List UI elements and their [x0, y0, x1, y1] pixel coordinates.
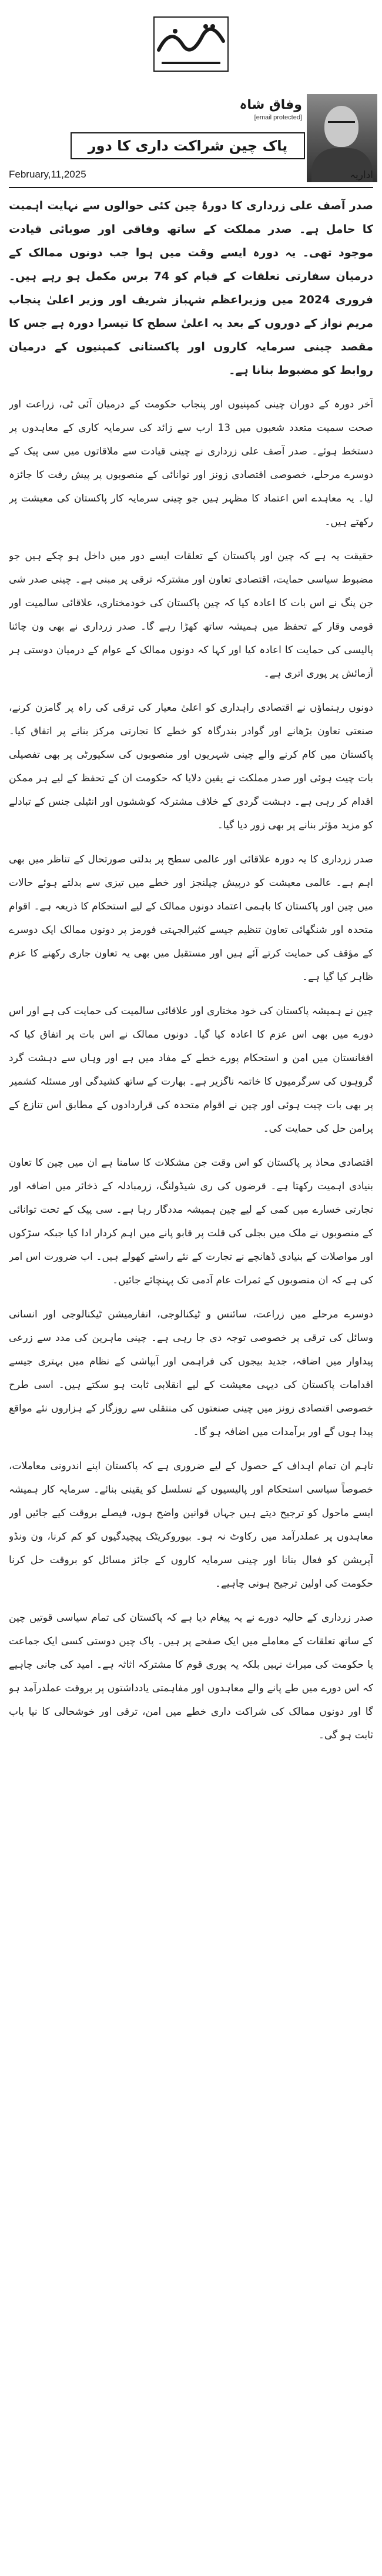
- section-label: اداریہ: [350, 169, 373, 181]
- author-name: وفاق شاہ: [239, 98, 302, 112]
- meta-row: [9, 166, 373, 183]
- publish-date: February,11,2025: [9, 169, 86, 180]
- article-paragraph: صدر آصف علی زرداری کا دورۂ چین کئی حوالوں سے نہایت اہمیت کا حامل ہے۔ صدر مملکت کے ساتھ وفاقی اور صوبائی قیادت موجود تھی۔ یہ دورہ ایسے وقت میں ہوا جب دونوں ممالک کے درمیان سفارتی تعلقات کے قیام کو 74 برس مکمل ہو رہے ہیں۔ فروری 2024 میں وزیراعظم شہباز شریف اور وزیر اعلیٰ پنجاب مریم نواز کے دوروں کے بعد یہ اعلیٰ سطح کا تیسرا دورہ ہے جس کا مقصد چینی سرمایہ کاروں اور پاکستانی کمپنیوں کے درمیان روابط کو مضبوط بنانا ہے۔: [9, 199, 373, 377]
- article-paragraph: آخر دورہ کے دوران چینی کمپنیوں اور پنجاب حکومت کے درمیان آئی ٹی، زراعت اور صحت سمیت متعدد شعبوں میں 13 ارب سے زائد کی سرمایہ کاری کے معاہدوں پر دستخط ہوئے۔ صدر آصف علی زرداری نے چینی قیادت سے ملاقاتوں میں سی پیک کے دوسرے مرحلے، خصوصی اقتصادی زونز اور توانائی کے منصوبوں پر پیش رفت کا جائزہ لیا۔ یہ معاہدے اس اعتماد کا مظہر ہیں جو چینی سرمایہ کار پاکستان کی معیشت پر رکھتے ہیں۔: [9, 399, 373, 528]
- header-divider: [9, 187, 373, 188]
- author-info: [240, 94, 302, 121]
- headline-box: [71, 132, 305, 159]
- author-email[interactable]: [email protected]: [254, 114, 302, 122]
- article-paragraph: چین نے ہمیشہ پاکستان کی خود مختاری اور علاقائی سالمیت کی حمایت کی ہے اور اس دورے میں بھی اس عزم کا اعادہ کیا گیا۔ دونوں ممالک نے اس بات پر اتفاق کیا کہ افغانستان میں امن و استحکام پورے خطے کے مفاد میں ہے اور وہاں سے دہشت گرد گروہوں کی سرگرمیوں کا خاتمہ ناگزیر ہے۔ بھارت کے ساتھ کشیدگی اور مسئلہ کشمیر پر بھی بات چیت ہوئی اور چین نے اقوام متحدہ کی قراردادوں کے مطابق اس تنازع کے پرامن حل کی حمایت کی۔: [9, 1005, 373, 1135]
- article-paragraph: صدر زرداری کا یہ دورہ علاقائی اور عالمی سطح پر بدلتی صورتحال کے تناظر میں بھی اہم ہے۔ عالمی معیشت کو درپیش چیلنجز اور خطے میں تیزی سے بدلتے ہوئے حالات میں چین اور پاکستان کا باہمی اعتماد دونوں ممالک کے لیے استحکام کا ذریعہ ہے۔ اقوام متحدہ اور شنگھائی تعاون تنظیم جیسے کثیرالجہتی فورمز پر دونوں ممالک ایک دوسرے کے مؤقف کی حمایت کرتے آئے ہیں اور مستقبل میں بھی یہ تعاون جاری رکھنے کا عزم ظاہر کیا گیا ہے۔: [9, 854, 373, 983]
- article-body: [9, 194, 373, 2563]
- article-paragraph: حقیقت یہ ہے کہ چین اور پاکستان کے تعلقات ایسے دور میں داخل ہو چکے ہیں جو مضبوط سیاسی حمایت، اقتصادی تعاون اور مشترکہ ترقی پر مبنی ہے۔ چینی صدر شی جن پنگ نے اس بات کا اعادہ کیا کہ چین پاکستان کی خودمختاری، علاقائی سالمیت اور قومی وقار کے تحفظ میں ہمیشہ ساتھ کھڑا رہے گا۔ صدر زرداری نے بھی ون چائنا پالیسی کی حمایت کا اعادہ کیا اور کہا کہ دونوں ممالک کے عوام کے درمیان دوستی ہر آزمائش پر پوری اتری ہے۔: [9, 550, 373, 680]
- newspaper-logo: [147, 9, 235, 79]
- masthead: [0, 0, 382, 88]
- article-paragraph: تاہم ان تمام اہداف کے حصول کے لیے ضروری ہے کہ پاکستان اپنے اندرونی معاملات، خصوصاً سیاسی استحکام اور پالیسیوں کے تسلسل کو یقینی بنائے۔ سرمایہ کار ہمیشہ ایسے ماحول کو ترجیح دیتے ہیں جہاں قوانین واضح ہوں، فیصلے بروقت کیے جائیں اور معاہدوں پر عملدرآمد میں رکاوٹ نہ ہو۔ بیوروکریٹک پیچیدگیوں کو کم کرنا، ون ونڈو آپریشن کو فعال بنانا اور چینی سرمایہ کاروں کے جائز مسائل کو بروقت حل کرنا حکومت کی اولین ترجیح ہونی چاہیے۔: [9, 1460, 373, 1590]
- article-paragraph: اقتصادی محاذ پر پاکستان کو اس وقت جن مشکلات کا سامنا ہے ان میں چین کا تعاون بنیادی اہمیت رکھتا ہے۔ قرضوں کی ری شیڈولنگ، زرمبادلہ کے ذخائر میں اضافہ اور تجارتی خسارے میں کمی کے لیے چین ہمیشہ مددگار رہا ہے۔ سی پیک کے تحت توانائی کے منصوبوں نے ملک میں بجلی کی قلت پر قابو پانے میں اہم کردار ادا کیا جبکہ سڑکوں اور مواصلات کے بنیادی ڈھانچے نے تجارت کے نئے راستے کھولے ہیں۔ اب ضرورت اس امر کی ہے کہ ان منصوبوں کے ثمرات عام آدمی تک پہنچائے جائیں۔: [9, 1157, 373, 1286]
- newspaper-logo-icon: [147, 9, 235, 79]
- article-paragraph: دونوں رہنماؤں نے اقتصادی راہداری کو اعلیٰ معیار کی ترقی کی راہ پر گامزن کرنے، صنعتی تعاون بڑھانے اور گوادر بندرگاہ کو خطے کا تجارتی مرکز بنانے پر اتفاق کیا۔ پاکستان میں کام کرنے والے چینی شہریوں اور منصوبوں کی سکیورٹی پر بھی تفصیلی بات چیت ہوئی اور صدر مملکت نے یقین دلایا کہ حکومت ان کے تحفظ کے لیے ہر ممکن اقدام کر رہی ہے۔ دہشت گردی کے خلاف مشترکہ کوششوں اور انٹیلی جنس کے تبادلے کو مزید مؤثر بنانے پر بھی زور دیا گیا۔: [9, 702, 373, 831]
- article-paragraph: دوسرے مرحلے میں زراعت، سائنس و ٹیکنالوجی، انفارمیشن ٹیکنالوجی اور انسانی وسائل کی ترقی پر خصوصی توجہ دی جا رہی ہے۔ چینی ماہرین کی مدد سے زرعی پیداوار میں اضافہ، جدید بیجوں کی فراہمی اور آبپاشی کے نظام میں بہتری جیسے اقدامات پاکستان کی دیہی معیشت کے لیے انقلابی ثابت ہو سکتے ہیں۔ اسی طرح خصوصی اقتصادی زونز میں چینی صنعتوں کی منتقلی سے روزگار کے ہزاروں نئے مواقع پیدا ہوں گے اور برآمدات میں اضافہ ہو گا۔: [9, 1309, 373, 1438]
- article-headline: پاک چین شراکت داری کا دور: [88, 138, 288, 154]
- article-paragraph: صدر زرداری کے حالیہ دورے نے یہ پیغام دیا ہے کہ پاکستان کی تمام سیاسی قوتیں چین کے ساتھ تعلقات کے معاملے میں ایک صفحے پر ہیں۔ پاک چین دوستی کسی ایک جماعت یا حکومت کی میراث نہیں بلکہ یہ پوری قوم کا مشترکہ اثاثہ ہے۔ امید کی جانی چاہیے کہ اس دورے میں طے پانے والے معاہدوں اور مفاہمتی یادداشتوں پر بروقت عملدرآمد ہو گا اور دونوں ممالک کی شراکت داری خطے میں امن، ترقی اور خوشحالی کا نیا باب ثابت ہو گی۔: [9, 1612, 373, 1741]
